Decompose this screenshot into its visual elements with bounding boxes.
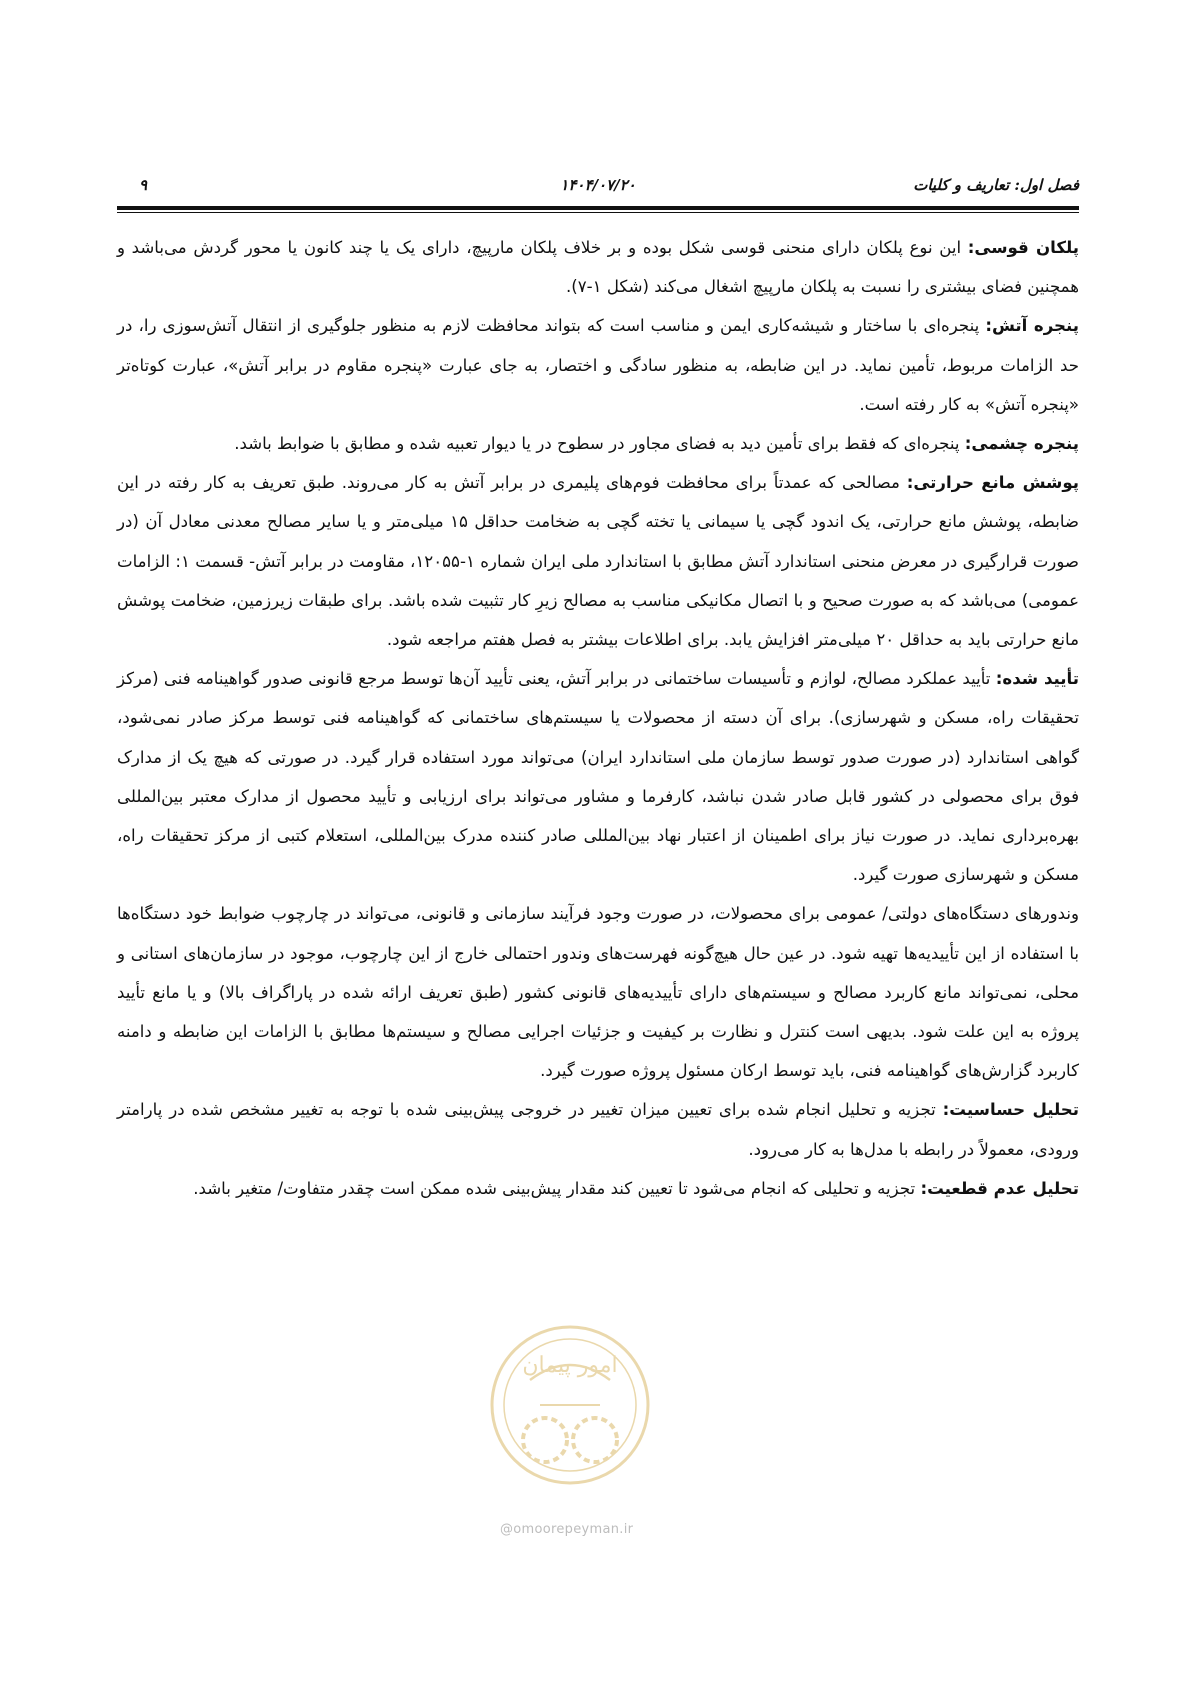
definition-term: پنجره آتش: [985, 316, 1080, 336]
definition-paragraph [117, 424, 1079, 463]
header-date: ۱۴۰۴/۰۷/۲۰ [560, 176, 636, 194]
definition-term: پنجره چشمی: [964, 434, 1079, 454]
watermark-site: @omoorepeyman.ir [500, 1522, 634, 1537]
definition-text: این نوع پلکان دارای منحنی قوسی شکل بوده و بر خلاف پلکان مارپیچ، دارای یک یا چند کانون یا محور گردش می‌باشد و همچنین فضای بیشتری را نسبت به پلکان مارپیچ اشغال می‌کند (شکل ۱-۷). [117, 238, 1079, 297]
header-rule-thick [117, 206, 1079, 210]
definition-term: تأیید شده: [995, 669, 1079, 689]
definition-text: تجزیه و تحلیلی که انجام می‌شود تا تعیین کند مقدار پیش‌بینی شده ممکن است چقدر متفاوت/ متغیر باشد. [193, 1178, 921, 1198]
definition-term: تحلیل حساسیت: [942, 1100, 1079, 1120]
definition-term: تحلیل عدم قطعیت: [920, 1178, 1079, 1198]
definition-text: تأیید عملکرد مصالح، لوازم و تأسیسات ساختمانی در برابر آتش، یعنی تأیید آن‌ها توسط مرجع قانونی صدور گواهینامه فنی (مرکز تحقیقات راه، مسکن و شهرسازی). برای آن دسته از محصولات یا سیستم‌های ساختمانی که گواهینامه فنی توسط مرکز صادر نمی‌شود، گواهی استاندارد (در صورت صدور توسط سازمان ملی استاندارد ایران) می‌تواند مورد استفاده قرار گیرد. در صورتی که هیچ یک از مدارک فوق برای محصولی در کشور قابل صادر شدن نباشد، کارفرما و مشاور می‌تواند برای ارزیابی و تأیید محصول از مدارک معتبر بین‌المللی بهره‌برداری نماید. در صورت نیاز برای اطمینان از اعتبار نهاد بین‌المللی صادر کننده مدرک بین‌المللی، استعلام کتبی از مرکز تحقیقات راه، مسکن و شهرسازی صورت گیرد. [117, 669, 1079, 885]
definition-paragraph [117, 1169, 1079, 1208]
definition-paragraph [117, 463, 1079, 659]
chapter-title: فصل اول: تعاریف و کلیات [913, 176, 1079, 194]
definition-term: پلکان قوسی: [967, 238, 1080, 257]
definition-text: وندورهای دستگاه‌های دولتی/ عمومی برای محصولات، در صورت وجود فرآیند سازمانی و قانونی، می‌تواند در چارچوب ضوابط خود دستگاه‌ها با استفاده از این تأییدیه‌ها تهیه شود. در عین حال هیچ‌گونه فهرست‌های وندور احتمالی خارج از این چارچوب، موجود در سازمان‌های استانی و محلی، نمی‌تواند مانع کاربرد مصالح و سیستم‌های دارای تأییدیه‌های قانونی کشور (طبق تعریف ارائه شده در پاراگراف بالا) و یا مانع تأیید پروژه به این علت شود. بدیهی است کنترل و نظارت بر کیفیت و جزئیات اجرایی مصالح و سیستم‌ها مطابق با الزامات این ضابطه و دامنه کاربرد گزارش‌های گواهینامه فنی، باید توسط ارکان مسئول پروژه صورت گیرد. [117, 904, 1079, 1081]
definition-paragraph [117, 306, 1079, 424]
page-number: ۹ [139, 176, 148, 194]
definition-text: مصالحی که عمدتاً برای محافظت فوم‌های پلیمری در برابر آتش به کار می‌روند. طبق تعریف به کار رفته در این ضابطه، پوشش مانع حرارتی، یک اندود گچی یا سیمانی یا تخته گچی به ضخامت حداقل ۱۵ میلی‌متر و یا سایر مصالح معدنی معادل آن (در صورت قرارگیری در معرض منحنی استاندارد آتش مطابق با استاندارد ملی ایران شماره ۱-۱۲۰۵۵، مقاومت در برابر آتش- قسمت ۱: الزامات عمومی) می‌باشد که به صورت صحیح و با اتصال مکانیکی مناسب به مصالح زیرِ کار تثبیت شده باشد. برای طبقات زیرزمین، ضخامت پوشش مانع حرارتی باید به حداقل ۲۰ میلی‌متر افزایش یابد. برای اطلاعات بیشتر به فصل هفتم مراجعه شود. [117, 473, 1079, 650]
definition-text: تجزیه و تحلیل انجام شده برای تعیین میزان تغییر در خروجی پیش‌بینی شده با توجه به تغییر مشخص شده در پارامتر ورودی، معمولاً در رابطه با مدل‌ها به کار می‌رود. [117, 1100, 1079, 1159]
definition-text: پنجره‌ای با ساختار و شیشه‌کاری ایمن و مناسب است که بتواند محافظت لازم به منظور جلوگیری از انتقال آتش‌سوزی را، در حد الزامات مربوط، تأمین نماید. در این ضابطه، به منظور سادگی و اختصار، به جای عبارت «پنجره مقاوم در برابر آتش»، عبارت کوتاه‌تر «پنجره آتش» به کار رفته است. [117, 316, 1079, 414]
page-header [117, 170, 1079, 204]
continuation-paragraph [117, 894, 1079, 1090]
watermark-logo-text: امور پیمان [522, 1353, 618, 1378]
definition-text: پنجره‌ای که فقط برای تأمین دید به فضای مجاور در سطوح در یا دیوار تعبیه شده و مطابق با ضوابط باشد. [234, 434, 965, 454]
definition-paragraph [117, 1090, 1079, 1168]
definition-paragraph [117, 228, 1079, 306]
document-page [117, 170, 1079, 1570]
definition-paragraph [117, 659, 1079, 894]
definition-term: پوشش مانع حرارتی: [906, 473, 1079, 493]
header-rule-thin [117, 212, 1079, 213]
body-text [117, 228, 1079, 1208]
